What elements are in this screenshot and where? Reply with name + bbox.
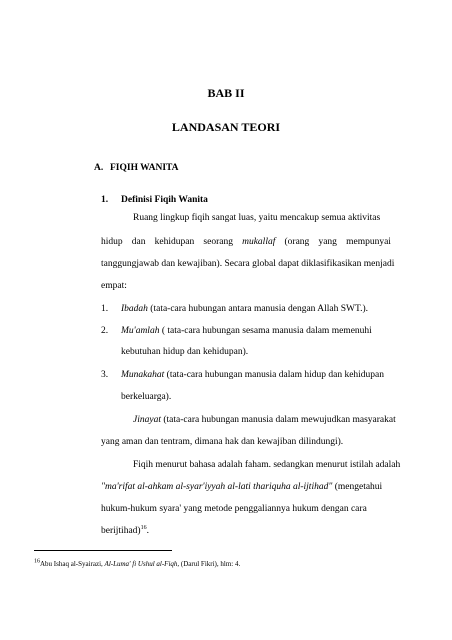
- list-item-2: [121, 325, 372, 337]
- list-text: (tata-cara hubungan antara manusia dengan Allah SWT.).: [147, 304, 369, 314]
- jinayat-term: Jinayat: [133, 415, 161, 425]
- list-item-3-cont: berkeluarga).: [121, 392, 172, 402]
- para2-line4: [101, 525, 149, 537]
- list-item-1: [121, 303, 368, 315]
- subsection-marker: 1.: [101, 195, 109, 205]
- para1-word: yang: [318, 237, 337, 247]
- list-number: 2.: [101, 326, 109, 336]
- para1-word: hidup: [101, 237, 123, 247]
- jinayat-line1: [133, 414, 396, 426]
- list-number: 3.: [101, 370, 109, 380]
- list-text: ( tata-cara hubungan sesama manusia dalam memenuhi: [159, 326, 372, 336]
- list-term: Munakahat: [121, 370, 165, 380]
- chapter-title: LANDASAN TEORI: [171, 120, 281, 134]
- para1-word: (orang: [284, 237, 310, 247]
- para2-text: .: [146, 526, 149, 536]
- para1-word: dan: [131, 237, 146, 247]
- list-number: 1.: [101, 304, 109, 314]
- list-text: (tata-cara hubungan manusia dalam hidup dan kehidupan: [164, 370, 385, 380]
- para2-text: (mengetahui: [332, 482, 383, 492]
- footnote-divider: [34, 550, 172, 551]
- para2-definition: "ma'rifat al-ahkam al-syar'iyyah al-lati thariquha al-ijtihad": [101, 482, 333, 492]
- jinayat-line2: yang aman dan tentram, dimana hak dan kewajiban dilindungi).: [101, 437, 344, 447]
- para1-line3: tanggungjawab dan kewajiban). Secara global dapat diklasifikasikan menjadi: [101, 259, 395, 269]
- list-item-3: [121, 369, 384, 381]
- jinayat-text: (tata-cara hubungan manusia dalam mewujudkan masyarakat: [160, 415, 396, 425]
- para1-line2: [101, 236, 391, 248]
- footnote-number: 16: [34, 558, 40, 565]
- para1-word: seorang: [203, 237, 233, 247]
- footnote-book-title: Al-Luma' fi Ushul al-Fiqh,: [104, 560, 180, 568]
- footnote: [34, 560, 240, 568]
- subsection-title: Definisi Fiqih Wanita: [121, 195, 208, 205]
- para2-line1: Fiqih menurut bahasa adalah faham. sedangkan menurut istilah adalah: [133, 460, 401, 470]
- footnote-text: (Darul Fikri), hlm: 4.: [179, 560, 241, 568]
- para1-line1: Ruang lingkup fiqih sangat luas, yaitu mencakup semua aktivitas: [133, 213, 381, 223]
- para1-term-mukallaf: mukallaf: [242, 237, 276, 247]
- para1-word: kehidupan: [154, 237, 195, 247]
- footnote-ref: 16: [140, 524, 147, 531]
- chapter-number: BAB II: [207, 86, 245, 100]
- para2-line3: hukum-hukum syara' yang metode penggaliannya hukum dengan cara: [101, 504, 367, 514]
- para2-text: berijtihad): [101, 526, 141, 536]
- para2-line2: [101, 481, 382, 493]
- list-item-2-cont: kebutuhan hidup dan kehidupan).: [121, 347, 249, 357]
- section-marker: A.: [94, 163, 104, 173]
- section-title: FIQIH WANITA: [110, 163, 179, 173]
- para1-word: mempunyai: [346, 237, 391, 247]
- footnote-text: Abu Ishaq al-Syairazi,: [40, 560, 105, 568]
- para1-line4: empat:: [101, 281, 127, 291]
- list-term: Ibadah: [121, 304, 148, 314]
- list-term: Mu'amlah: [121, 326, 160, 336]
